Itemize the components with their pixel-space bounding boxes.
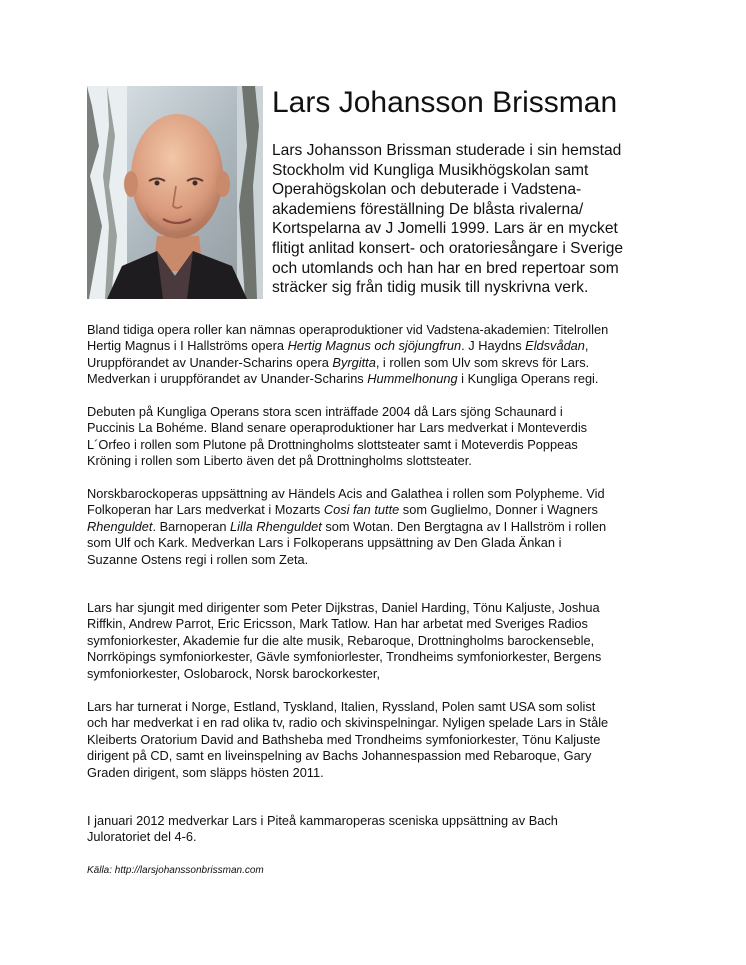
- text-line: dirigent på CD, samt en liveinspelning av Bachs Johannespassion med Rebaroque, Gary: [87, 748, 592, 764]
- intro-line: Lars Johansson Brissman studerade i sin hemstad: [272, 142, 622, 159]
- work-title: Hertig Magnus och sjöjungfrun: [287, 338, 462, 354]
- paragraph-2012: [87, 813, 727, 846]
- text-line: Kleiberts Oratorium David and Bathsheba med Trondheims symfoniorkester, Tönu Kaljuste: [87, 731, 601, 747]
- text-line: [87, 355, 727, 371]
- text-line: [87, 338, 727, 354]
- portrait-illustration: [87, 86, 263, 299]
- intro-line: flitigt anlitad konsert- och oratoriesångare i Sverige: [272, 239, 624, 257]
- text-line: Puccinis La Bohéme. Bland senare operaproduktioner har Lars medverkat i Monteverdis: [87, 420, 588, 436]
- text-line: Juloratoriet del 4-6.: [87, 829, 197, 845]
- work-title: Hummelhonung: [367, 371, 458, 387]
- text-line: Suzanne Ostens regi i rollen som Zeta.: [87, 551, 309, 567]
- intro-line: Stockholm vid Kungliga Musikhögskolan samt: [272, 161, 589, 179]
- text-line: symfoniorkester, Oslobarock, Norsk barockorkester,: [87, 665, 381, 681]
- paragraph-early-roles: [87, 322, 727, 388]
- text-run: Hertig Magnus i I Hallströms opera: [87, 338, 288, 354]
- work-title: Cosi fan tutte: [323, 502, 400, 518]
- intro-line: sträcker sig från tidig musik till nyskrivna verk.: [272, 279, 589, 297]
- text-line: symfoniorkester, Akademie fur die alte musik, Rebaroque, Drottningholms barockenseble,: [87, 632, 595, 648]
- paragraph-debut: [87, 404, 727, 470]
- work-title: Eldsvådan: [525, 338, 585, 354]
- text-line: Bland tidiga opera roller kan nämnas operaproduktioner vid Vadstena-akademien: Titelrollen: [87, 322, 609, 337]
- intro-line: och utomlands och han har en bred repertoar som: [272, 259, 619, 277]
- text-line: [87, 519, 727, 535]
- text-run: . Barnoperan: [152, 518, 231, 534]
- text-line: Kröning i rollen som Liberto även det på Drottningholms slottsteater.: [87, 453, 472, 469]
- source-citation: Källa: http://larsjohanssonbrissman.com: [87, 865, 264, 876]
- text-run: Medverkan i uruppförandet av Unander-Scharins: [87, 371, 368, 387]
- text-run: , i rollen som Ulv som skrevs för Lars.: [375, 354, 590, 370]
- work-title: Rhenguldet: [87, 518, 153, 534]
- text-line: Lars har turnerat i Norge, Estland, Tyskland, Italien, Ryssland, Polen samt USA som solist: [87, 699, 596, 714]
- portrait-photo: [87, 86, 263, 299]
- text-line: Riffkin, Andrew Parrot, Eric Ericsson, Mark Tatlow. Han har arbetat med Sveriges Radios: [87, 616, 588, 632]
- text-line: Norskbarockoperas uppsättning av Händels Acis and Galathea i rollen som Polypheme. Vid: [87, 486, 605, 501]
- text-line: Norrköpings symfoniorkester, Gävle symfoniorlester, Trondheims symfoniorkester, Bergens: [87, 649, 602, 665]
- text-run: Folkoperan har Lars medverkat i Mozarts: [87, 502, 324, 518]
- text-line: och har medverkat i en rad olika tv, radio och skivinspelningar. Nyligen spelade Lars in Ståle: [87, 715, 609, 731]
- text-run: ,: [584, 338, 589, 354]
- text-run: i Kungliga Operans regi.: [457, 371, 599, 387]
- text-run: som Wotan. Den Bergtagna av I Hallström i rollen: [321, 518, 607, 534]
- text-line: Graden dirigent, som släpps hösten 2011.: [87, 764, 324, 780]
- work-title: Byrgitta: [332, 354, 376, 370]
- text-line: I januari 2012 medverkar Lars i Piteå kammaroperas sceniska uppsättning av Bach: [87, 813, 558, 828]
- text-run: som Guglielmo, Donner i Wagners: [399, 502, 598, 518]
- intro-line: Kortspelarna av J Jomelli 1999. Lars är en mycket: [272, 220, 618, 238]
- text-line: som Ulf och Kark. Medverkan Lars i Folkoperans uppsättning av Den Glada Änkan i: [87, 535, 562, 551]
- text-line: L´Orfeo i rollen som Plutone på Drottningholms slottsteater samt i Moteverdis Poppeas: [87, 436, 578, 452]
- paragraph-touring: [87, 699, 727, 781]
- text-line: [87, 502, 727, 518]
- intro-paragraph: [272, 141, 677, 298]
- page-title: Lars Johansson Brissman: [272, 86, 618, 119]
- text-run: Uruppförandet av Unander-Scharins opera: [87, 354, 333, 370]
- text-line: Lars har sjungit med dirigenter som Peter Dijkstras, Daniel Harding, Tönu Kaljuste, Joshua: [87, 600, 600, 615]
- work-title: Lilla Rhenguldet: [230, 518, 322, 534]
- text-line: Debuten på Kungliga Operans stora scen inträffade 2004 då Lars sjöng Schaunard i: [87, 404, 563, 419]
- text-line: [87, 371, 727, 387]
- intro-line: Operahögskolan och debuterade i Vadstena-: [272, 181, 582, 199]
- intro-line: akademiens föreställning De blåsta rivalerna/: [272, 200, 584, 218]
- text-run: . J Haydns: [461, 338, 526, 354]
- paragraph-conductors: [87, 600, 727, 682]
- paragraph-folkoperan: [87, 486, 727, 568]
